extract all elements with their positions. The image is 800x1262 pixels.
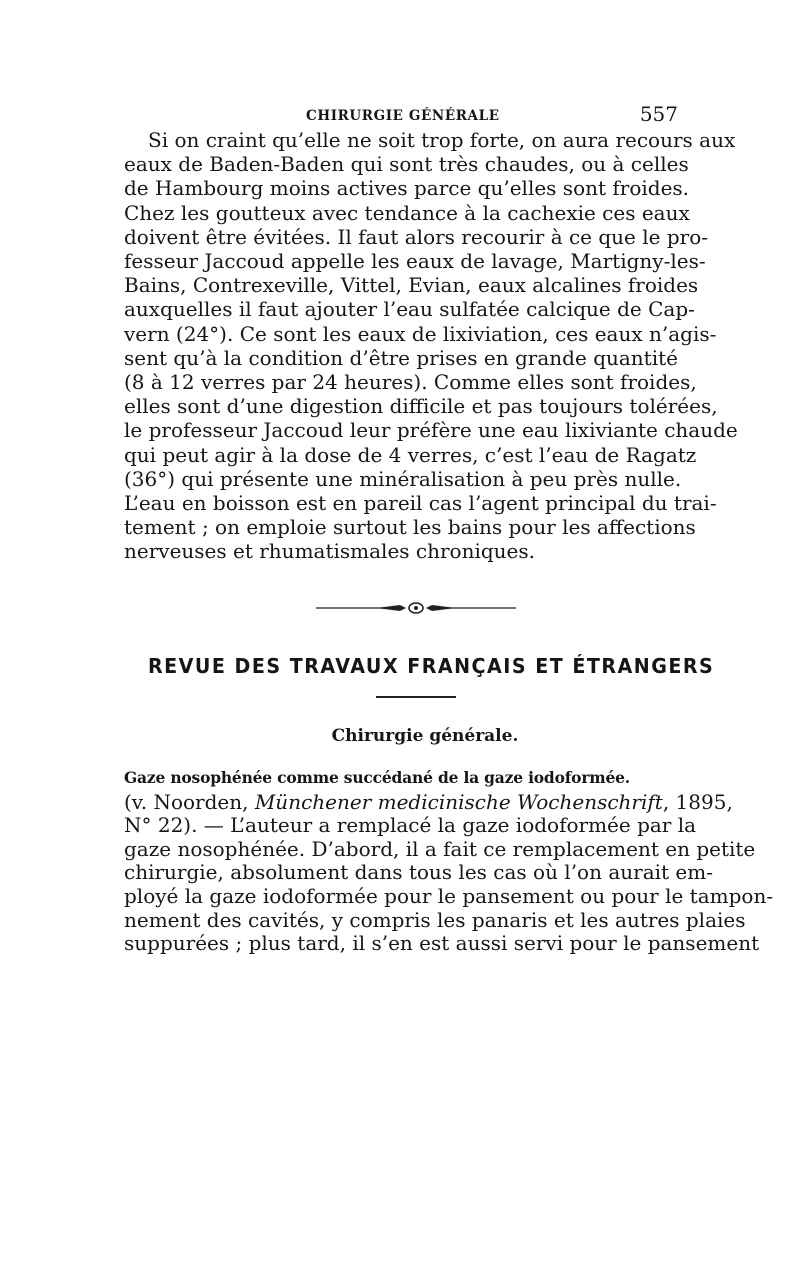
article-body xyxy=(124,789,774,956)
text-line: (36°) qui présente une minéralisation à peu près nulle. xyxy=(124,466,682,491)
page-number: 557 xyxy=(639,102,678,126)
text-line: auxquelles il faut ajouter l’eau sulfatée calcique de Cap- xyxy=(124,297,695,322)
text-line: suppurées ; plus tard, il s’en est aussi servi pour le pansement xyxy=(124,931,760,956)
text-line: de Hambourg moins actives parce qu’elles sont froides. xyxy=(124,176,690,201)
article-title: Gaze nosophénée comme succédané de la gaze iodoformée. xyxy=(124,767,631,787)
text-line: elles sont d’une digestion difficile et pas toujours tolérées, xyxy=(124,394,718,419)
text-line: vern (24°). Ce sont les eaux de lixiviation, ces eaux n’agis- xyxy=(124,321,717,346)
reference-line xyxy=(124,789,733,815)
ornament-flourish-icon xyxy=(316,596,516,620)
section-heading: REVUE DES TRAVAUX FRANÇAIS ET ÉTRANGERS xyxy=(148,653,715,678)
text-line: nerveuses et rhumatismales chroniques. xyxy=(124,539,535,564)
text-line: Bains, Contrexeville, Vittel, Evian, eaux alcalines froides xyxy=(124,273,699,298)
text-line: Chez les goutteux avec tendance à la cachexie ces eaux xyxy=(124,200,690,225)
text-line: eaux de Baden-Baden qui sont très chaudes, ou à celles xyxy=(124,152,689,177)
text-line: L’eau en boisson est en pareil cas l’agent principal du trai- xyxy=(124,491,717,516)
running-head-title: CHIRURGIE GÉNÉRALE xyxy=(306,108,500,124)
reference-prefix: (v. Noorden, xyxy=(124,789,255,814)
reference-suffix: , 1895, xyxy=(662,789,733,814)
text-line: sent qu’à la condition d’être prises en grande quantité xyxy=(124,345,678,370)
text-line: N° 22). — L’auteur a remplacé la gaze iodoformée par la xyxy=(124,813,697,838)
running-head xyxy=(124,98,678,128)
text-line: qui peut agir à la dose de 4 verres, c’est l’eau de Ragatz xyxy=(124,442,697,467)
book-page xyxy=(124,98,774,956)
text-line: fesseur Jaccoud appelle les eaux de lavage, Martigny-les- xyxy=(124,249,706,274)
ornamental-divider xyxy=(124,596,678,620)
text-line: tement ; on emploie surtout les bains pour les affections xyxy=(124,515,696,540)
text-line: nement des cavités, y compris les panaris et les autres plaies xyxy=(124,907,746,932)
text-line: ployé la gaze iodoformée pour le pansement ou pour le tampon- xyxy=(124,884,774,909)
heading-rule xyxy=(376,696,456,698)
text-line: chirurgie, absolument dans tous les cas où l’on aurait em- xyxy=(124,860,713,885)
paragraph-body-1 xyxy=(124,128,738,564)
text-line: gaze nosophénée. D’abord, il a fait ce remplacement en petite xyxy=(124,836,756,861)
journal-title: Münchener medicinische Wochenschrift xyxy=(254,789,663,814)
subheading: Chirurgie générale. xyxy=(331,725,519,746)
text-line: doivent être évitées. Il faut alors recourir à ce que le pro- xyxy=(124,224,708,249)
text-line: Si on craint qu’elle ne soit trop forte, on aura recours aux xyxy=(148,128,736,152)
text-line: (8 à 12 verres par 24 heures). Comme elles sont froides, xyxy=(124,370,697,395)
text-line: le professeur Jaccoud leur préfère une eau lixiviante chaude xyxy=(124,418,738,443)
